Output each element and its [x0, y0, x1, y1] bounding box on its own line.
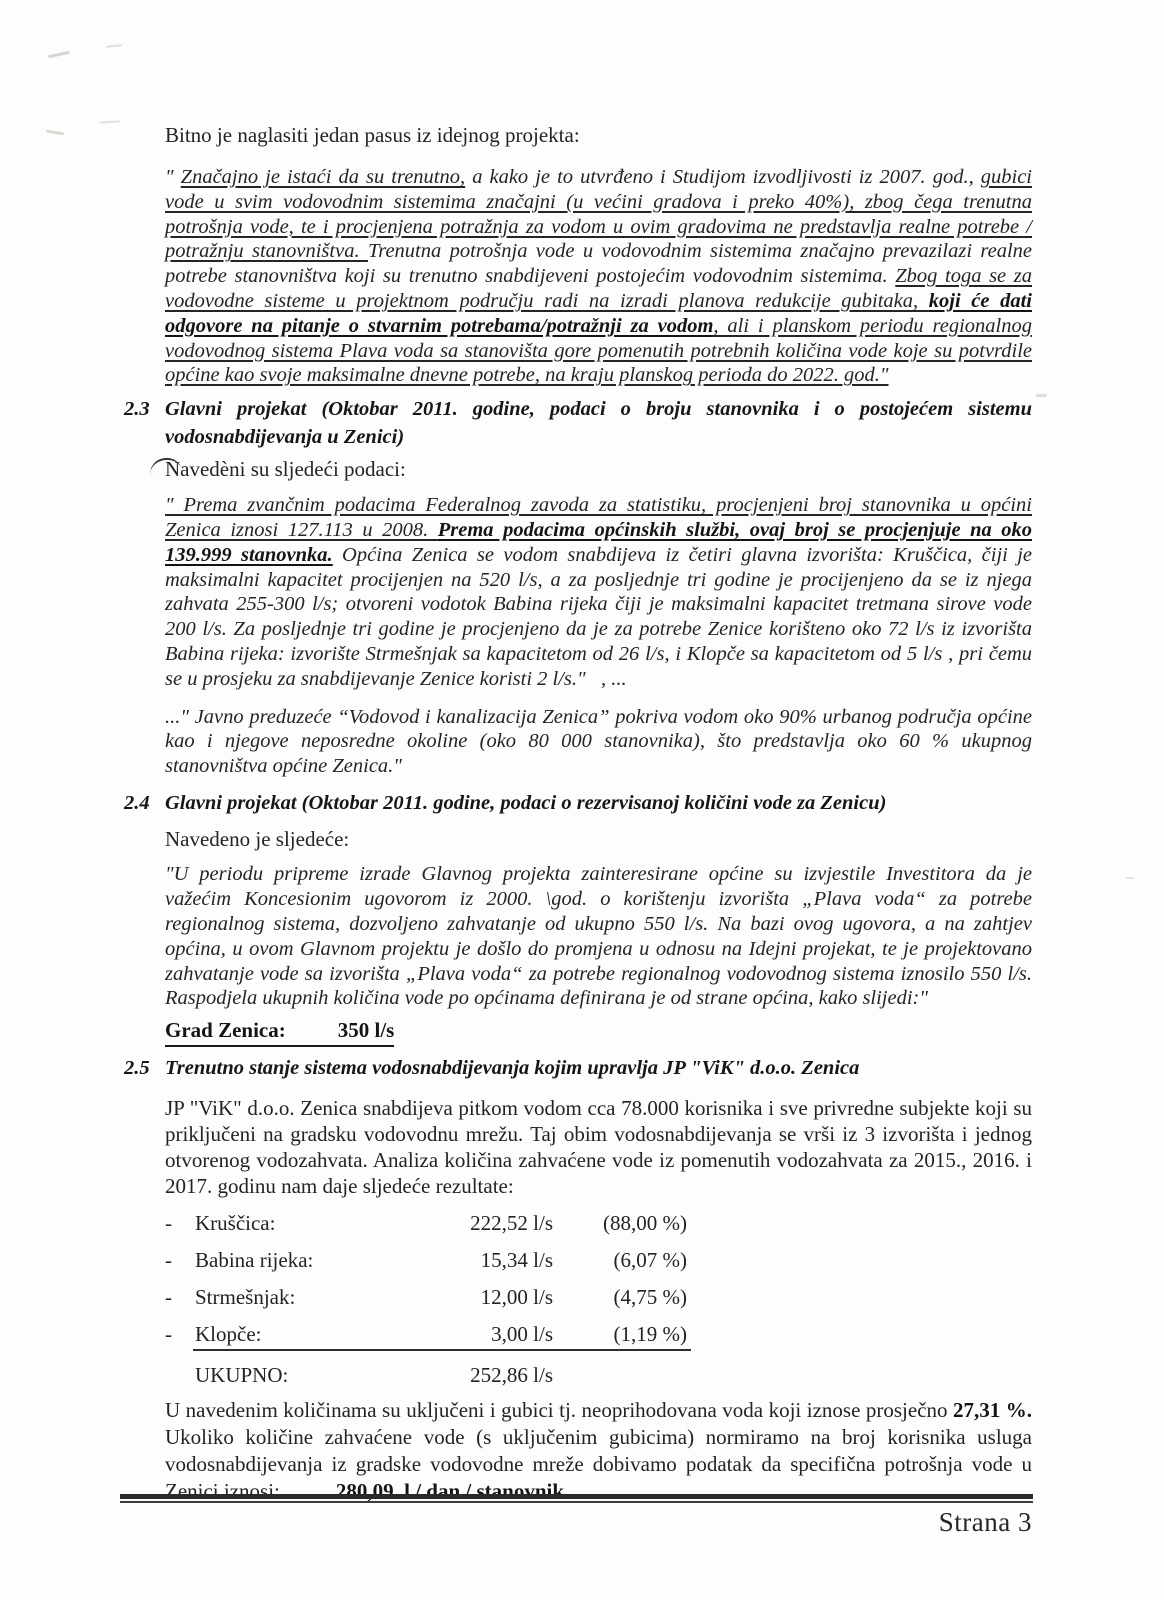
- row-bullet: -: [165, 1210, 172, 1235]
- lead-paragraph-2-4: [165, 827, 1032, 852]
- scan-artifact: [106, 44, 122, 48]
- closing-segment: Ukoliko količine zahvaćene vode (s uključenim gubicima) normiramo na broj korisnika usluga vodosnabdijevanja iz gradske vodovodne mreže dobivamo podatak da specifična potrošnja vode u Zenici iznosi:: [165, 1424, 1032, 1504]
- quote-segment: Prema podacima općinskih službi, ovaj broj se procjenjuje na oko 139.999 stanovnka.: [165, 518, 1032, 566]
- water-sources-table: [165, 1210, 1032, 1388]
- intro-paragraph: Bitno je naglasiti jedan pasus iz idejnog projekta:: [165, 123, 580, 147]
- row-label: Strmešnjak:: [195, 1284, 296, 1309]
- section-number: 2.5: [124, 1057, 150, 1080]
- section-heading-2-4: [124, 790, 1032, 818]
- quote-pokrivenost: ..." Javno preduzeće “Vodovod i kanalizacija Zenica” pokriva vodom oko 90% urbanog područja općine kao i njegove neposredne okoline (oko 80 000 stanovnika), što predstavlja oko 60 % ukupnog stanovništva općine Zenica.": [165, 705, 1032, 778]
- document-body: [124, 123, 1033, 1505]
- paragraph-vik: JP "ViK" d.o.o. Zenica snabdijeva pitkom vodom cca 78.000 korisnika i sve privredne subjekte koji su priključeni na gradsku vodovodnu mrežu. Taj obim vodosnabdijevanja se vrši iz 3 izvorišta i jednog otvorenog vodozahvata. Analiza količina zahvaćene vode iz pomenutih vodozahvata za 2015., 2016. i 2017. godinu nam daje sljedeće rezultate:: [165, 1095, 1032, 1199]
- table-row: [165, 1321, 687, 1347]
- allocation-value: 350 l/s: [337, 1018, 395, 1043]
- lead-paragraph-2-3: [165, 457, 1032, 482]
- allocation-label: Grad Zenica:: [165, 1018, 286, 1043]
- quote-segment: a kako je to utvrđeno i Studijom izvodljivosti iz 2007. god.,: [465, 166, 981, 188]
- quote-segment: Trenutna potrošnja vode u vodovodnim sistemima značajno prevazilazi realne potrebe stanovništva koji su trenutno snabdijeveni postojećim vodovodnim sistemima.: [165, 240, 1032, 288]
- row-bullet: [165, 1362, 195, 1388]
- total-label: UKUPNO:: [195, 1362, 289, 1387]
- section-number: 2.4: [124, 791, 150, 814]
- row-percent: [553, 1362, 687, 1388]
- quote-broj-stanovnika: [165, 493, 1032, 691]
- row-label: Kruščica:: [195, 1210, 276, 1235]
- table-row: [165, 1284, 687, 1310]
- row-label: Klopče:: [195, 1321, 262, 1346]
- quote-segment: Općina Zenica se vodom snabdijeva iz četiri glavna izvorišta: Kruščica, čiji je maksimalni kapacitet procijenjen na 520 l/s, a za posljednje tri godine je procijenjeno da se iz njega zahvata 255-300 l/s; otvoreni vodotok Babina rijeka čiji je maksimalni kapacitet tretmana sirove vode 200 l/s. Za posljednje tri godine je procjenjeno da je za potrebe Zenice korišteno oko 72 l/s iz izvorišta Babina rijeka: izvorište Strmešnjak sa kapacitetom od 26 l/s, i Klopče sa kapacitetom od 5 l/s , pri čemu se u prosjeku za snabdijevanje Zenice koristi 2 l/s." , ...: [165, 543, 1032, 690]
- allocation-line: [165, 1017, 1032, 1047]
- section-title: Trenutno stanje sistema vodosnabdijevanja kojim upravlja JP "ViK" d.o.o. Zenica: [165, 1057, 860, 1080]
- section-title: Glavni projekat (Oktobar 2011. godine, podaci o broju stanovnika i o postojećem sistemu vodosnabdijevanja u Zenici): [165, 398, 1032, 448]
- total-value: 252,86 l/s: [470, 1362, 553, 1387]
- table-total-row: [165, 1362, 687, 1388]
- quote-segment: gubici vode u svim vodovodnim sistemima značajni (u većini gradova i preko 40%), zbog čega trenutna potrošnja vode, te i procjenjena potražnja za vodom u ovim gradovima ne predstavlja realne potrebe / potražnju stanovništva.: [165, 166, 1033, 263]
- table-row: [165, 1210, 687, 1236]
- quote-segment: ": [165, 166, 181, 188]
- row-percent: (1,19 %): [613, 1321, 687, 1346]
- closing-paragraph: [165, 1397, 1032, 1506]
- scan-artifact: [48, 51, 70, 59]
- section-number: 2.3: [124, 398, 150, 421]
- section-heading-2-5: [124, 1055, 1032, 1083]
- row-value: 12,00 l/s: [480, 1284, 553, 1309]
- scan-artifact: [100, 120, 120, 123]
- row-bullet: -: [165, 1247, 172, 1272]
- closing-segment: U navedenim količinama su uključeni i gubici tj. neoprihodovana voda koji iznose prosječno: [165, 1397, 954, 1422]
- row-value: 222,52 l/s: [470, 1210, 553, 1235]
- row-value: 15,34 l/s: [480, 1247, 553, 1272]
- row-bullet: -: [165, 1284, 172, 1309]
- scan-artifact: [1036, 394, 1047, 397]
- row-label: Babina rijeka:: [195, 1247, 314, 1272]
- row-bullet: -: [165, 1321, 172, 1346]
- quote-idejni-projekat: [165, 165, 1032, 388]
- quote-segment: Zbog toga se za vodovodne sisteme u projektnom području radi na izradi planova redukcije gubitaka,: [165, 265, 1032, 312]
- lead-text: Navedèni su sljedeći podaci:: [165, 457, 406, 482]
- allocation-underlined: [165, 1017, 394, 1047]
- quote-segment: , ali i planskom periodu regionalnog vodovodnog sistema Plava voda sa stanovišta gore pomenutih potrebnih količina vode koje su potvrdile općine kao svoje maksimalne dnevne potrebe, na kraju planskog perioda do 2022. god.": [165, 314, 1032, 387]
- quote-segment: koji će dati odgovore na pitanje o stvarnim potrebama/potražnji za vodom: [165, 289, 1032, 337]
- row-value: 3,00 l/s: [491, 1321, 553, 1346]
- section-title: Glavni projekat (Oktobar 2011. godine, podaci o rezervisanoj količini vode za Zenicu): [165, 791, 887, 814]
- table-row: [165, 1247, 687, 1273]
- page-number: Strana 3: [938, 1507, 1032, 1537]
- quote-segment: " Prema zvančnim podacima Federalnog zavoda za statistiku, procjenjeni broj stanovnika u općini Zenica iznosi 127.113 u 2008.: [165, 494, 1032, 541]
- row-percent: (6,07 %): [613, 1247, 687, 1272]
- quote-segment: Značajno je istaći da su trenutno,: [180, 166, 466, 188]
- scan-artifact: [1126, 877, 1134, 879]
- closing-segment: 27,31 %.: [953, 1397, 1032, 1422]
- closing-segment: 280,09 l / dan / stanovnik: [335, 1479, 565, 1504]
- footer-separator-line: [120, 1494, 1033, 1503]
- lead-text: Navedeno je sljedeće:: [165, 827, 350, 852]
- quote-rezervisana-kolicina: "U periodu pripreme izrade Glavnog projekta zainteresirane općine su izvjestile Investitora da je važećim Koncesionim ugovorom iz 2000. \god. o korištenju izvorišta „Plava voda“ za potrebe regionalnog sistema, dozvoljeno zahvatanje od ukupno 550 l/s. Na bazi ovog ugovora, a na zahtjev općina, u ovom Glavnom projektu je došlo do promjena u odnosu na Idejni projekat, te je projektovano zahvatanje vode sa izvorišta „Plava voda“ za potrebe regionalnog vodovodnog sistema iznosilo 550 l/s. Raspodjela ukupnih količina vode po općinama definirana je od strane općina, kako slijedi:": [165, 863, 1032, 1010]
- row-percent: (88,00 %): [603, 1210, 687, 1235]
- scan-artifact: [46, 130, 64, 136]
- row-percent: (4,75 %): [613, 1284, 687, 1309]
- section-heading-2-3: [124, 396, 1032, 451]
